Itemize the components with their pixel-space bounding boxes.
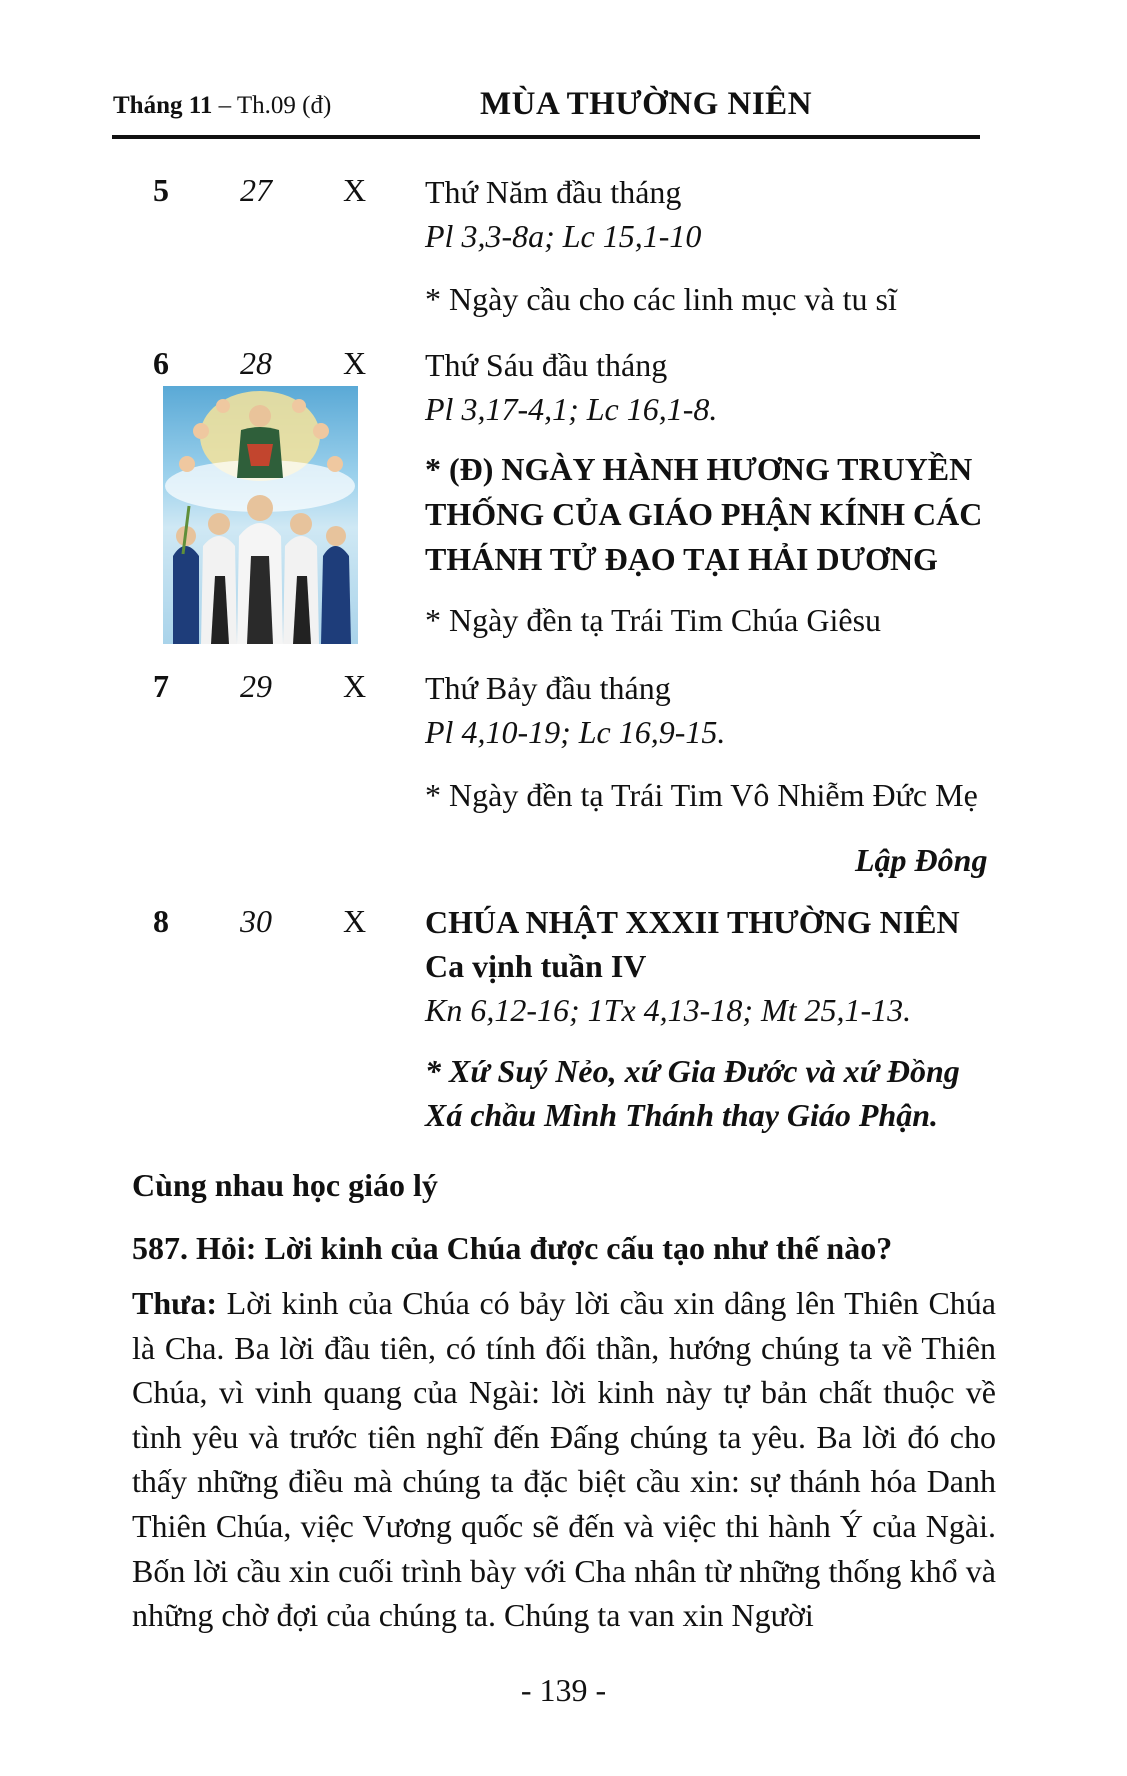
entry-day: 6 [153,345,169,381]
entry-lunar-day: 28 [240,345,272,381]
feast-heading [425,447,1005,582]
answer-label: Thưa: [132,1285,217,1321]
page-title: MÙA THƯỜNG NIÊN [480,86,813,122]
entry-body [425,170,1005,321]
entry-readings: Pl 3,3-8a; Lc 15,1-10 [425,218,702,254]
entry-lunar-day: 29 [240,668,272,704]
martyr-saints-illustration [163,386,358,644]
entry-title: Thứ Sáu đầu tháng [425,347,668,383]
entry-liturgical-color: X [343,903,367,939]
catechism-answer [132,1281,996,1638]
feast-line: THÁNH TỬ ĐẠO TẠI HẢI DƯƠNG [425,541,938,577]
entry-day: 5 [153,172,169,208]
entry-lunar-day: 27 [240,172,272,208]
entry-day: 8 [153,903,169,939]
entry-note: Xá chầu Mình Thánh thay Giáo Phận. [425,1097,939,1133]
entry-readings: Pl 3,17-4,1; Lc 16,1-8. [425,391,718,427]
feast-line: THỐNG CỦA GIÁO PHẬN KÍNH CÁC [425,496,983,532]
entry-note: * Ngày đền tạ Trái Tim Vô Nhiễm Đức Mẹ [425,777,978,813]
entry-title: CHÚA NHẬT XXXII THƯỜNG NIÊN [425,904,960,940]
answer-text: Lời kinh của Chúa có bảy lời cầu xin dâng lên Thiên Chúa là Cha. Ba lời đầu tiên, có tính đối thần, hướng chúng ta về Thiên Chúa, vì vinh quang của Ngài: lời kinh này tự bản chất thuộc về tình yêu và trước tiên nghĩ đến Đấng chúng ta yêu. Ba lời đó cho thấy những điều mà chúng ta đặc biệt cầu xin: sự thánh hóa Danh Thiên Chúa, việc Vương quốc sẽ đến và việc thi hành Ý của Ngài. Bốn lời cầu xin cuối trình bày với Cha nhân từ những thống khổ và những chờ đợi của chúng ta. Chúng ta van xin Người [132,1285,996,1634]
solar-term: Lập Đông [855,842,988,878]
entry-readings: Kn 6,12-16; 1Tx 4,13-18; Mt 25,1-13. [425,992,912,1028]
catechism-question: 587. Hỏi: Lời kinh của Chúa được cấu tạo như thế nào? [132,1230,893,1266]
entry-body [425,900,1005,1137]
entry-liturgical-color: X [343,345,367,381]
entry-liturgical-color: X [343,668,367,704]
entry-note: * Xứ Suý Nẻo, xứ Gia Đước và xứ Đồng [425,1053,960,1089]
entry-lunar-day: 30 [240,903,272,939]
entry-body [425,343,1005,642]
entry-title: Thứ Năm đầu tháng [425,174,682,210]
entry-liturgical-color: X [343,172,367,208]
catechism-heading: Cùng nhau học giáo lý [132,1167,438,1203]
header-month: Tháng 11 – Th.09 (đ) [113,92,332,119]
entry-subtitle: Ca vịnh tuần IV [425,948,647,984]
entry-note: * Ngày đền tạ Trái Tim Chúa Giêsu [425,602,882,638]
entry-note: * Ngày cầu cho các linh mục và tu sĩ [425,281,897,317]
entry-readings: Pl 4,10-19; Lc 16,9-15. [425,714,726,750]
entry-title: Thứ Bảy đầu tháng [425,670,671,706]
header-divider [112,135,980,139]
entry-day: 7 [153,668,169,704]
martyr-saints-image [163,386,358,644]
page-number: - 139 - [520,1672,607,1708]
feast-line: * (Đ) NGÀY HÀNH HƯƠNG TRUYỀN [425,451,973,487]
entry-body [425,666,1005,817]
